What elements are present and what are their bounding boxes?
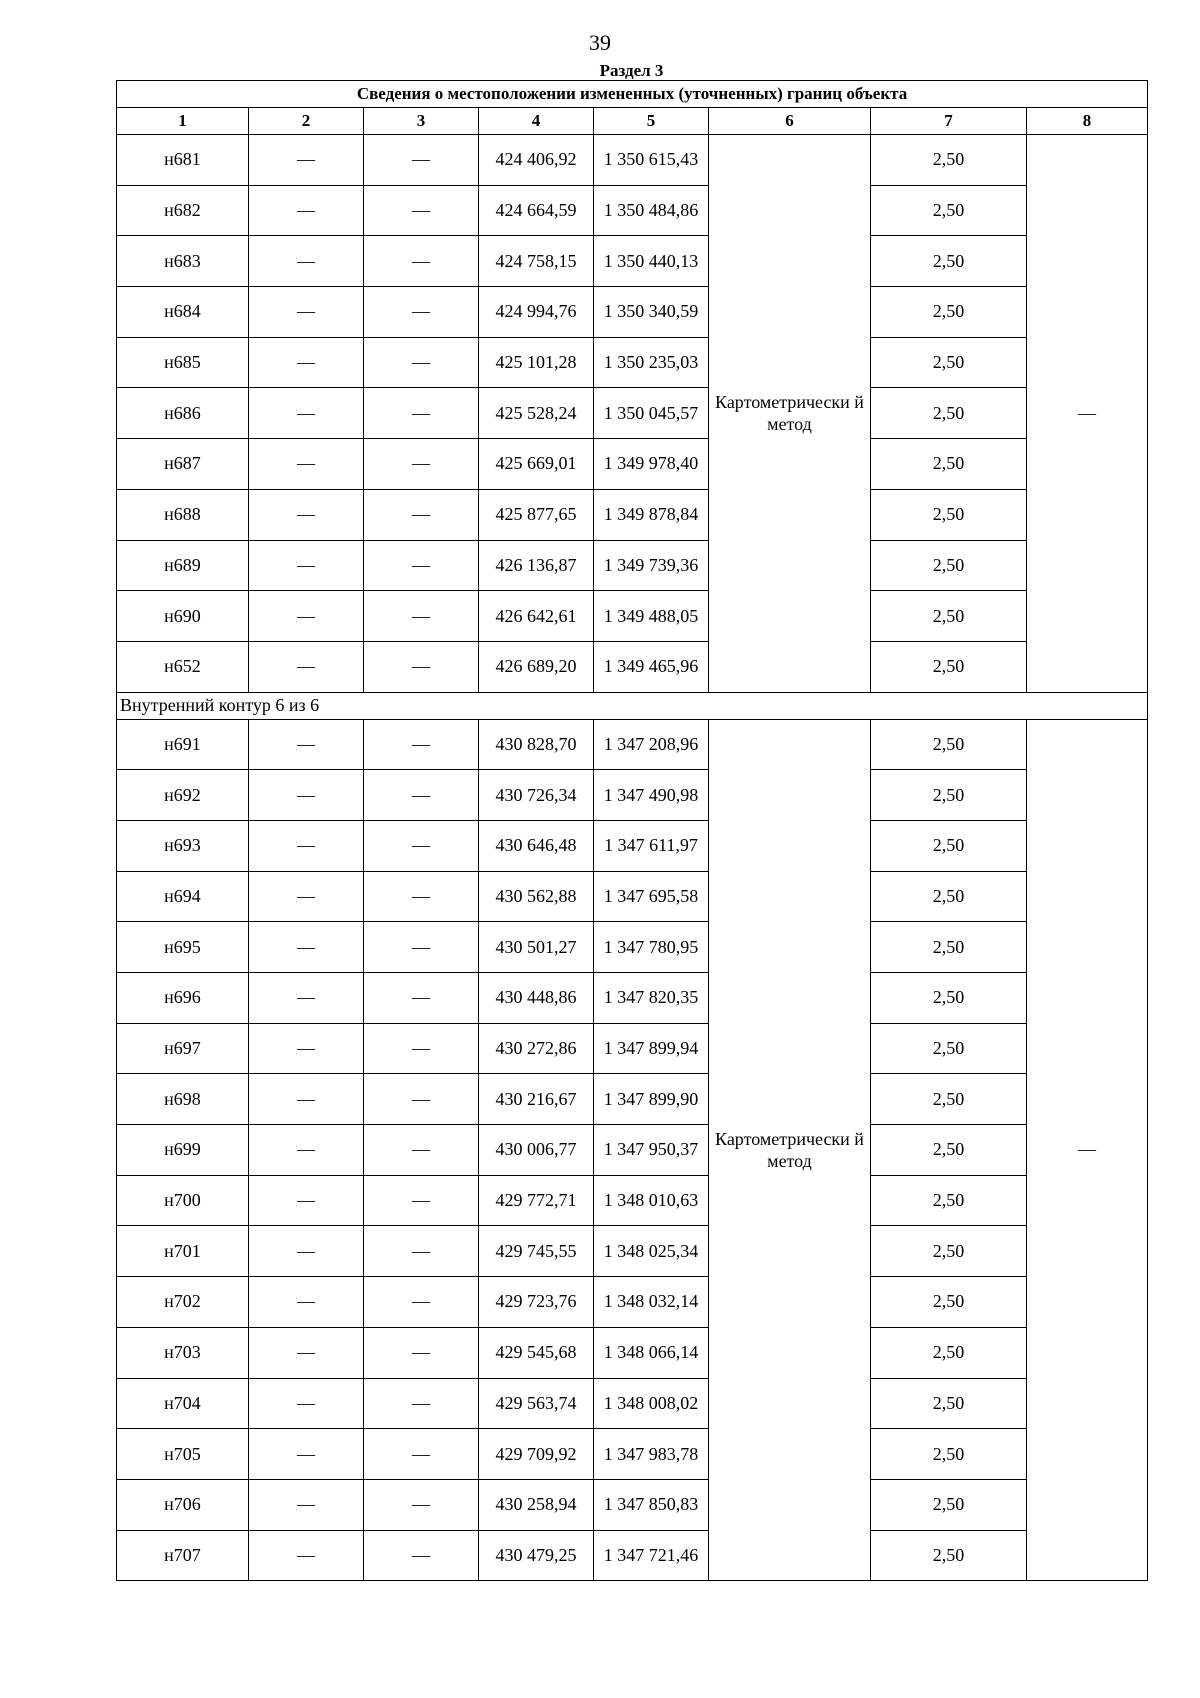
accuracy-value: 2,50 <box>871 871 1027 922</box>
point-label: н682 <box>117 185 249 236</box>
table-row <box>117 287 1148 338</box>
col2-dash: — <box>249 185 364 236</box>
accuracy-value: 2,50 <box>871 287 1027 338</box>
col2-dash: — <box>249 591 364 642</box>
col3-dash: — <box>364 1530 479 1581</box>
coordinates-table <box>116 80 1148 1581</box>
table-row <box>117 1125 1148 1176</box>
table-row <box>117 1429 1148 1480</box>
accuracy-value: 2,50 <box>871 719 1027 770</box>
col3-dash: — <box>364 540 479 591</box>
table-row <box>117 489 1148 540</box>
x-coordinate: 430 828,70 <box>479 719 594 770</box>
accuracy-value: 2,50 <box>871 1226 1027 1277</box>
x-coordinate: 429 563,74 <box>479 1378 594 1429</box>
column-number-header: 6 <box>709 108 871 135</box>
point-label: н702 <box>117 1277 249 1328</box>
contour-row <box>117 692 1148 719</box>
col8-dash: — <box>1027 135 1148 693</box>
point-label: н694 <box>117 871 249 922</box>
point-label: н697 <box>117 1023 249 1074</box>
y-coordinate: 1 348 010,63 <box>594 1175 709 1226</box>
x-coordinate: 425 101,28 <box>479 337 594 388</box>
point-label: н698 <box>117 1074 249 1125</box>
point-label: н681 <box>117 135 249 186</box>
point-label: н685 <box>117 337 249 388</box>
x-coordinate: 430 258,94 <box>479 1479 594 1530</box>
col3-dash: — <box>364 770 479 821</box>
accuracy-value: 2,50 <box>871 1175 1027 1226</box>
col2-dash: — <box>249 1378 364 1429</box>
accuracy-value: 2,50 <box>871 1023 1027 1074</box>
y-coordinate: 1 350 235,03 <box>594 337 709 388</box>
accuracy-value: 2,50 <box>871 770 1027 821</box>
y-coordinate: 1 347 820,35 <box>594 973 709 1024</box>
table-row <box>117 871 1148 922</box>
col3-dash: — <box>364 287 479 338</box>
col2-dash: — <box>249 287 364 338</box>
accuracy-value: 2,50 <box>871 1378 1027 1429</box>
point-label: н704 <box>117 1378 249 1429</box>
point-label: н701 <box>117 1226 249 1277</box>
x-coordinate: 430 006,77 <box>479 1125 594 1176</box>
col2-dash: — <box>249 135 364 186</box>
col3-dash: — <box>364 591 479 642</box>
col2-dash: — <box>249 641 364 692</box>
y-coordinate: 1 349 978,40 <box>594 439 709 490</box>
y-coordinate: 1 347 899,94 <box>594 1023 709 1074</box>
x-coordinate: 424 664,59 <box>479 185 594 236</box>
x-coordinate: 429 723,76 <box>479 1277 594 1328</box>
col3-dash: — <box>364 1023 479 1074</box>
col3-dash: — <box>364 922 479 973</box>
table-row <box>117 1479 1148 1530</box>
y-coordinate: 1 347 721,46 <box>594 1530 709 1581</box>
table-row <box>117 388 1148 439</box>
point-label: н699 <box>117 1125 249 1176</box>
col2-dash: — <box>249 540 364 591</box>
table-row <box>117 922 1148 973</box>
col2-dash: — <box>249 388 364 439</box>
col3-dash: — <box>364 337 479 388</box>
x-coordinate: 429 545,68 <box>479 1327 594 1378</box>
point-label: н683 <box>117 236 249 287</box>
col3-dash: — <box>364 439 479 490</box>
table-row <box>117 1226 1148 1277</box>
col3-dash: — <box>364 820 479 871</box>
y-coordinate: 1 348 025,34 <box>594 1226 709 1277</box>
point-label: н706 <box>117 1479 249 1530</box>
method-cell: Картометрически й метод <box>709 135 871 693</box>
x-coordinate: 426 642,61 <box>479 591 594 642</box>
table-row <box>117 439 1148 490</box>
point-label: н686 <box>117 388 249 439</box>
accuracy-value: 2,50 <box>871 1479 1027 1530</box>
column-number-header: 8 <box>1027 108 1148 135</box>
point-label: н690 <box>117 591 249 642</box>
y-coordinate: 1 347 490,98 <box>594 770 709 821</box>
table-row <box>117 1175 1148 1226</box>
table-row <box>117 1023 1148 1074</box>
page-number: 39 <box>589 30 611 55</box>
accuracy-value: 2,50 <box>871 439 1027 490</box>
col2-dash: — <box>249 973 364 1024</box>
y-coordinate: 1 347 780,95 <box>594 922 709 973</box>
x-coordinate: 430 562,88 <box>479 871 594 922</box>
y-coordinate: 1 347 208,96 <box>594 719 709 770</box>
y-coordinate: 1 350 440,13 <box>594 236 709 287</box>
accuracy-value: 2,50 <box>871 973 1027 1024</box>
y-coordinate: 1 349 465,96 <box>594 641 709 692</box>
column-number-header: 4 <box>479 108 594 135</box>
col2-dash: — <box>249 1175 364 1226</box>
col3-dash: — <box>364 388 479 439</box>
accuracy-value: 2,50 <box>871 236 1027 287</box>
x-coordinate: 424 994,76 <box>479 287 594 338</box>
x-coordinate: 429 772,71 <box>479 1175 594 1226</box>
col2-dash: — <box>249 820 364 871</box>
table-row <box>117 641 1148 692</box>
col2-dash: — <box>249 236 364 287</box>
y-coordinate: 1 347 899,90 <box>594 1074 709 1125</box>
col2-dash: — <box>249 1277 364 1328</box>
x-coordinate: 424 406,92 <box>479 135 594 186</box>
accuracy-value: 2,50 <box>871 641 1027 692</box>
point-label: н693 <box>117 820 249 871</box>
col3-dash: — <box>364 719 479 770</box>
accuracy-value: 2,50 <box>871 185 1027 236</box>
col8-dash: — <box>1027 719 1148 1581</box>
column-number-header: 2 <box>249 108 364 135</box>
point-label: н703 <box>117 1327 249 1378</box>
point-label: н687 <box>117 439 249 490</box>
x-coordinate: 430 726,34 <box>479 770 594 821</box>
accuracy-value: 2,50 <box>871 489 1027 540</box>
y-coordinate: 1 349 878,84 <box>594 489 709 540</box>
col2-dash: — <box>249 1226 364 1277</box>
col2-dash: — <box>249 770 364 821</box>
y-coordinate: 1 350 484,86 <box>594 185 709 236</box>
y-coordinate: 1 349 488,05 <box>594 591 709 642</box>
y-coordinate: 1 347 950,37 <box>594 1125 709 1176</box>
col2-dash: — <box>249 1479 364 1530</box>
x-coordinate: 429 709,92 <box>479 1429 594 1480</box>
y-coordinate: 1 347 850,83 <box>594 1479 709 1530</box>
table-row <box>117 1277 1148 1328</box>
y-coordinate: 1 350 615,43 <box>594 135 709 186</box>
contour-label: Внутренний контур 6 из 6 <box>117 692 1148 719</box>
col3-dash: — <box>364 1479 479 1530</box>
y-coordinate: 1 350 340,59 <box>594 287 709 338</box>
table-row <box>117 540 1148 591</box>
point-label: н696 <box>117 973 249 1024</box>
x-coordinate: 424 758,15 <box>479 236 594 287</box>
point-label: н689 <box>117 540 249 591</box>
x-coordinate: 426 136,87 <box>479 540 594 591</box>
col3-dash: — <box>364 1074 479 1125</box>
x-coordinate: 430 272,86 <box>479 1023 594 1074</box>
y-coordinate: 1 347 611,97 <box>594 820 709 871</box>
point-label: н700 <box>117 1175 249 1226</box>
column-number-header: 3 <box>364 108 479 135</box>
accuracy-value: 2,50 <box>871 337 1027 388</box>
col2-dash: — <box>249 489 364 540</box>
col3-dash: — <box>364 641 479 692</box>
x-coordinate: 429 745,55 <box>479 1226 594 1277</box>
col3-dash: — <box>364 1378 479 1429</box>
col2-dash: — <box>249 1327 364 1378</box>
point-label: н707 <box>117 1530 249 1581</box>
column-number-header: 1 <box>117 108 249 135</box>
table-row <box>117 135 1148 186</box>
accuracy-value: 2,50 <box>871 388 1027 439</box>
accuracy-value: 2,50 <box>871 1125 1027 1176</box>
table-row <box>117 719 1148 770</box>
section-title: Раздел 3 <box>599 61 664 80</box>
col3-dash: — <box>364 1226 479 1277</box>
y-coordinate: 1 349 739,36 <box>594 540 709 591</box>
col3-dash: — <box>364 489 479 540</box>
point-label: н691 <box>117 719 249 770</box>
point-label: н695 <box>117 922 249 973</box>
col3-dash: — <box>364 1125 479 1176</box>
x-coordinate: 430 501,27 <box>479 922 594 973</box>
x-coordinate: 426 689,20 <box>479 641 594 692</box>
col3-dash: — <box>364 1327 479 1378</box>
col3-dash: — <box>364 973 479 1024</box>
table-row <box>117 770 1148 821</box>
x-coordinate: 425 669,01 <box>479 439 594 490</box>
point-label: н652 <box>117 641 249 692</box>
col3-dash: — <box>364 185 479 236</box>
col2-dash: — <box>249 1074 364 1125</box>
accuracy-value: 2,50 <box>871 922 1027 973</box>
point-label: н692 <box>117 770 249 821</box>
method-cell: Картометрически й метод <box>709 719 871 1581</box>
col2-dash: — <box>249 1125 364 1176</box>
x-coordinate: 430 479,25 <box>479 1530 594 1581</box>
point-label: н688 <box>117 489 249 540</box>
col3-dash: — <box>364 871 479 922</box>
table-row <box>117 591 1148 642</box>
point-label: н705 <box>117 1429 249 1480</box>
table-row <box>117 1378 1148 1429</box>
col2-dash: — <box>249 871 364 922</box>
col2-dash: — <box>249 1023 364 1074</box>
accuracy-value: 2,50 <box>871 1327 1027 1378</box>
y-coordinate: 1 347 695,58 <box>594 871 709 922</box>
col2-dash: — <box>249 337 364 388</box>
col2-dash: — <box>249 1530 364 1581</box>
y-coordinate: 1 348 066,14 <box>594 1327 709 1378</box>
table-row <box>117 236 1148 287</box>
accuracy-value: 2,50 <box>871 540 1027 591</box>
table-row <box>117 1327 1148 1378</box>
accuracy-value: 2,50 <box>871 1530 1027 1581</box>
x-coordinate: 430 216,67 <box>479 1074 594 1125</box>
x-coordinate: 430 448,86 <box>479 973 594 1024</box>
col3-dash: — <box>364 135 479 186</box>
x-coordinate: 425 877,65 <box>479 489 594 540</box>
x-coordinate: 430 646,48 <box>479 820 594 871</box>
col2-dash: — <box>249 439 364 490</box>
col3-dash: — <box>364 1429 479 1480</box>
table-row <box>117 973 1148 1024</box>
y-coordinate: 1 347 983,78 <box>594 1429 709 1480</box>
point-label: н684 <box>117 287 249 338</box>
accuracy-value: 2,50 <box>871 1429 1027 1480</box>
col3-dash: — <box>364 1277 479 1328</box>
column-number-header: 7 <box>871 108 1027 135</box>
table-row <box>117 337 1148 388</box>
table-caption: Сведения о местоположении измененных (уточненных) границ объекта <box>117 81 1148 108</box>
table-row <box>117 1074 1148 1125</box>
accuracy-value: 2,50 <box>871 1074 1027 1125</box>
accuracy-value: 2,50 <box>871 1277 1027 1328</box>
table-row <box>117 185 1148 236</box>
y-coordinate: 1 350 045,57 <box>594 388 709 439</box>
col2-dash: — <box>249 922 364 973</box>
col3-dash: — <box>364 236 479 287</box>
table-row <box>117 1530 1148 1581</box>
x-coordinate: 425 528,24 <box>479 388 594 439</box>
accuracy-value: 2,50 <box>871 135 1027 186</box>
col2-dash: — <box>249 1429 364 1480</box>
y-coordinate: 1 348 032,14 <box>594 1277 709 1328</box>
accuracy-value: 2,50 <box>871 820 1027 871</box>
col2-dash: — <box>249 719 364 770</box>
col3-dash: — <box>364 1175 479 1226</box>
table-row <box>117 820 1148 871</box>
column-number-header: 5 <box>594 108 709 135</box>
y-coordinate: 1 348 008,02 <box>594 1378 709 1429</box>
accuracy-value: 2,50 <box>871 591 1027 642</box>
